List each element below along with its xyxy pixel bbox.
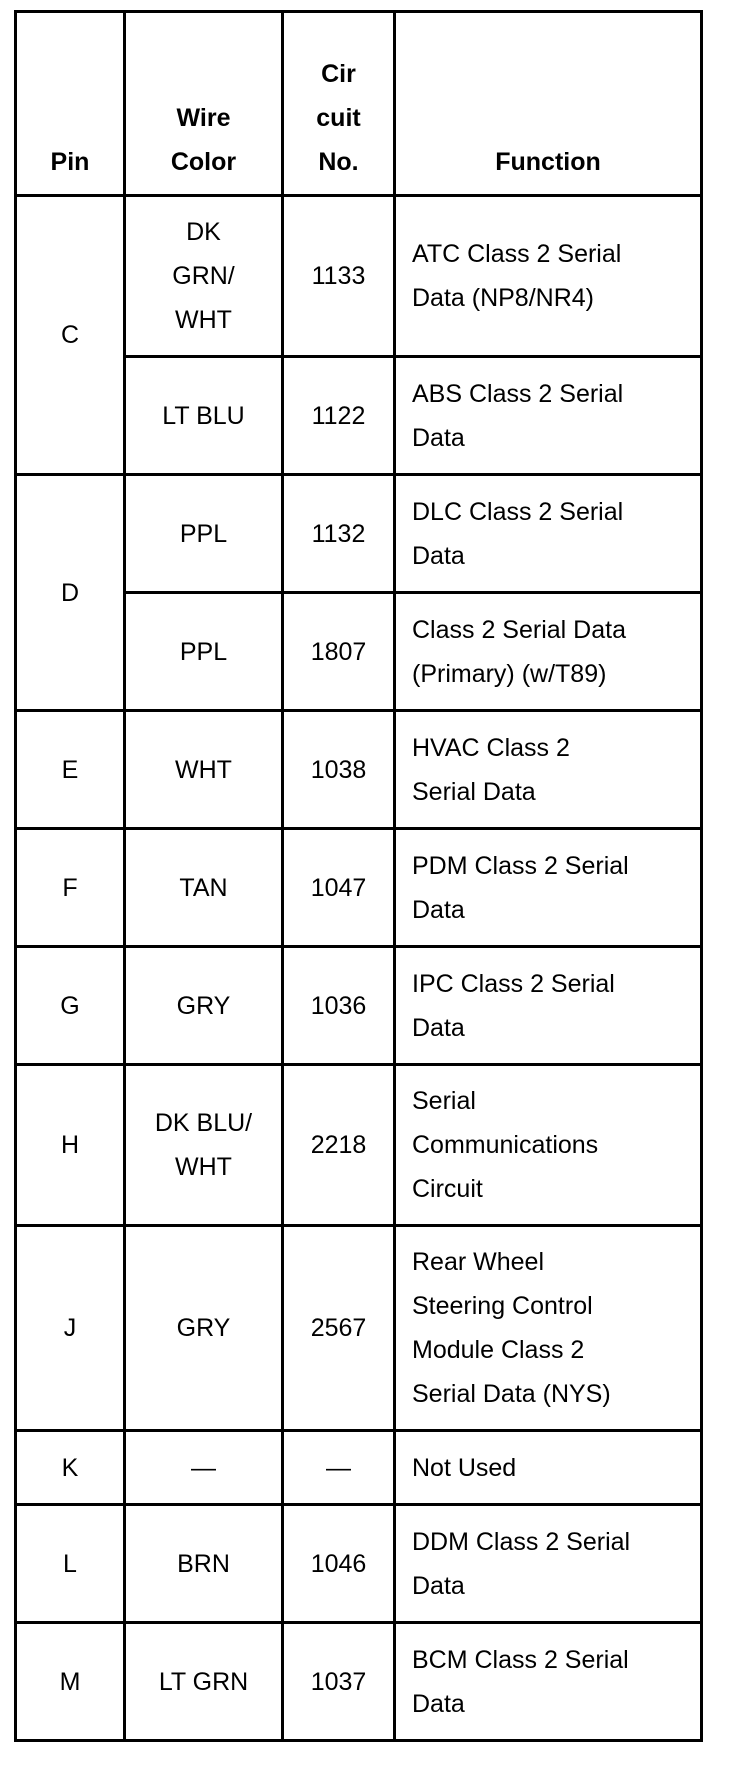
circuit-cell: 1036: [283, 947, 395, 1065]
table-row: [16, 947, 702, 1065]
function-cell: Not Used: [395, 1431, 702, 1505]
table-body: [16, 196, 702, 1741]
function-cell: ATC Class 2 Serial Data (NP8/NR4): [395, 196, 702, 357]
circuit-cell: 1122: [283, 357, 395, 475]
function-cell: Serial Communications Circuit: [395, 1065, 702, 1226]
wire-color-cell: DK GRN/ WHT: [125, 196, 283, 357]
header-wire-color: Wire Color: [125, 12, 283, 196]
table-header: [16, 12, 702, 196]
table-row: [16, 196, 702, 357]
circuit-cell: 1047: [283, 829, 395, 947]
header-circuit-no: Cir cuit No.: [283, 12, 395, 196]
table-row: [16, 475, 702, 593]
pin-cell: L: [16, 1505, 125, 1623]
circuit-cell: —: [283, 1431, 395, 1505]
function-cell: DDM Class 2 Serial Data: [395, 1505, 702, 1623]
function-cell: PDM Class 2 Serial Data: [395, 829, 702, 947]
circuit-cell: 2567: [283, 1226, 395, 1431]
circuit-cell: 1038: [283, 711, 395, 829]
function-cell: IPC Class 2 Serial Data: [395, 947, 702, 1065]
pin-cell: K: [16, 1431, 125, 1505]
table-row: [16, 1065, 702, 1226]
table-row: [16, 1431, 702, 1505]
header-row: [16, 12, 702, 196]
wire-color-cell: PPL: [125, 475, 283, 593]
header-function: Function: [395, 12, 702, 196]
connector-pinout-table: [14, 10, 703, 1742]
table-row: [16, 1505, 702, 1623]
circuit-cell: 1807: [283, 593, 395, 711]
circuit-cell: 1037: [283, 1623, 395, 1741]
pin-cell: E: [16, 711, 125, 829]
table-row: [16, 829, 702, 947]
table-row: [16, 1226, 702, 1431]
table-row: [16, 711, 702, 829]
function-cell: ABS Class 2 Serial Data: [395, 357, 702, 475]
pin-cell: G: [16, 947, 125, 1065]
circuit-cell: 1046: [283, 1505, 395, 1623]
function-cell: HVAC Class 2 Serial Data: [395, 711, 702, 829]
function-cell: Rear Wheel Steering Control Module Class 2 Serial Data (NYS): [395, 1226, 702, 1431]
circuit-cell: 1133: [283, 196, 395, 357]
pin-cell: M: [16, 1623, 125, 1741]
function-cell: Class 2 Serial Data (Primary) (w/T89): [395, 593, 702, 711]
pin-cell: C: [16, 196, 125, 475]
header-pin: Pin: [16, 12, 125, 196]
pin-cell: F: [16, 829, 125, 947]
table-row: [16, 1623, 702, 1741]
wire-color-cell: LT BLU: [125, 357, 283, 475]
pin-cell: J: [16, 1226, 125, 1431]
wire-color-cell: DK BLU/ WHT: [125, 1065, 283, 1226]
wire-color-cell: —: [125, 1431, 283, 1505]
wire-color-cell: WHT: [125, 711, 283, 829]
wire-color-cell: GRY: [125, 1226, 283, 1431]
function-cell: BCM Class 2 Serial Data: [395, 1623, 702, 1741]
circuit-cell: 1132: [283, 475, 395, 593]
wire-color-cell: LT GRN: [125, 1623, 283, 1741]
wire-color-cell: TAN: [125, 829, 283, 947]
circuit-cell: 2218: [283, 1065, 395, 1226]
wire-color-cell: BRN: [125, 1505, 283, 1623]
function-cell: DLC Class 2 Serial Data: [395, 475, 702, 593]
pin-cell: D: [16, 475, 125, 711]
wire-color-cell: GRY: [125, 947, 283, 1065]
pin-cell: H: [16, 1065, 125, 1226]
wire-color-cell: PPL: [125, 593, 283, 711]
